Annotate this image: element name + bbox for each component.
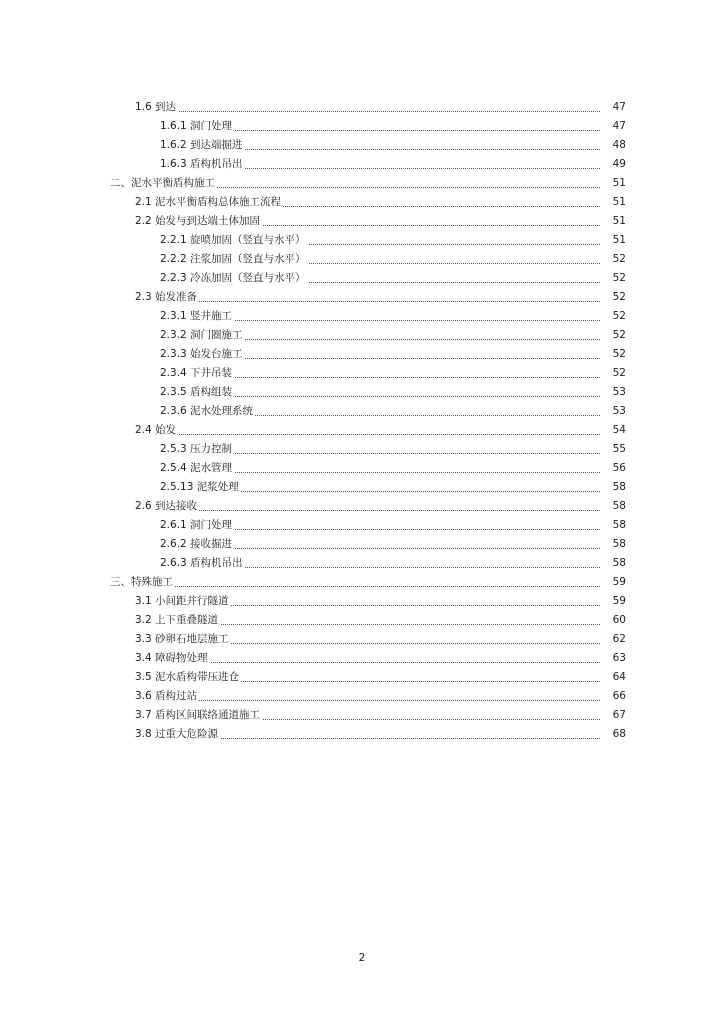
toc-entry[interactable] (160, 269, 724, 288)
toc-entry-page: 58 (600, 535, 626, 554)
toc-entry[interactable] (160, 117, 724, 136)
toc-entry[interactable] (160, 440, 724, 459)
toc-entry-page: 58 (600, 516, 626, 535)
toc-entry-title: 3.8 过重大危险源 (135, 725, 220, 744)
toc-entry-title: 2.3.4 下井吊装 (160, 364, 234, 383)
dot-leader (135, 700, 604, 701)
toc-entry-page: 52 (600, 269, 626, 288)
toc-entry-title: 3.4 障碍物处理 (135, 649, 210, 668)
dot-leader (135, 434, 604, 435)
toc-entry-title: 2.6 到达接收 (135, 497, 199, 516)
dot-leader (110, 586, 604, 587)
toc-entry[interactable] (135, 611, 724, 630)
toc-entry-title: 2.6.1 洞门处理 (160, 516, 234, 535)
toc-entry-page: 51 (600, 212, 626, 231)
toc-entry[interactable] (135, 649, 724, 668)
toc-entry-page: 52 (600, 364, 626, 383)
toc-entry-title: 1.6 到达 (135, 98, 178, 117)
toc-entry-page: 47 (600, 98, 626, 117)
toc-entry-title: 3.2 上下重叠隧道 (135, 611, 220, 630)
toc-entry[interactable] (135, 421, 724, 440)
toc-entry[interactable] (135, 288, 724, 307)
toc-entry-title: 3.7 盾构区间联络通道施工 (135, 706, 262, 725)
toc-entry-page: 66 (600, 687, 626, 706)
toc-entry[interactable] (160, 155, 724, 174)
toc-entry-title: 3.3 砂卵石地层施工 (135, 630, 231, 649)
toc-entry-page: 59 (600, 573, 626, 592)
toc-entry-page: 54 (600, 421, 626, 440)
toc-entry[interactable] (160, 478, 724, 497)
toc-entry-title: 2.1 泥水平衡盾构总体施工流程 (135, 193, 283, 212)
toc-entry-title: 2.5.4 泥水管理 (160, 459, 234, 478)
toc-entry[interactable] (160, 307, 724, 326)
toc-entry-title: 2.2 始发与到达端土体加固 (135, 212, 262, 231)
toc-entry-page: 63 (600, 649, 626, 668)
toc-entry-page: 52 (600, 288, 626, 307)
toc-entry[interactable] (160, 554, 724, 573)
toc-entry-page: 51 (600, 231, 626, 250)
toc-entry-page: 58 (600, 497, 626, 516)
toc-entry-page: 60 (600, 611, 626, 630)
toc-entry-title: 2.5.3 压力控制 (160, 440, 234, 459)
dot-leader (135, 111, 604, 112)
toc-entry[interactable] (135, 725, 724, 744)
toc-entry-title: 三、特殊施工 (110, 573, 175, 592)
toc-entry-title: 2.6.2 接收掘进 (160, 535, 234, 554)
toc-entry[interactable] (160, 516, 724, 535)
toc-entry[interactable] (160, 535, 724, 554)
toc-entry-page: 56 (600, 459, 626, 478)
toc-entry[interactable] (135, 687, 724, 706)
toc-entry-title: 2.2.3 冷冻加固（竖直与水平） (160, 269, 308, 288)
toc-entry[interactable] (135, 193, 724, 212)
toc-entry-page: 59 (600, 592, 626, 611)
toc-entry[interactable] (160, 402, 724, 421)
toc-entry-title: 2.4 始发 (135, 421, 178, 440)
toc-entry-page: 52 (600, 307, 626, 326)
toc-entry-page: 51 (600, 193, 626, 212)
toc-entry-page: 55 (600, 440, 626, 459)
toc-entry-title: 2.3 始发准备 (135, 288, 199, 307)
dot-leader (135, 510, 604, 511)
toc-entry-page: 67 (600, 706, 626, 725)
toc-entry-page: 53 (600, 383, 626, 402)
toc-entry-title: 2.3.1 竖井施工 (160, 307, 234, 326)
toc-entry-page: 52 (600, 326, 626, 345)
toc-entry-title: 1.6.2 到达端掘进 (160, 136, 245, 155)
toc-entry-page: 49 (600, 155, 626, 174)
toc-entry[interactable] (160, 345, 724, 364)
toc-entry-title: 二、泥水平衡盾构施工 (110, 174, 217, 193)
toc-entry-title: 2.3.3 始发台施工 (160, 345, 245, 364)
toc-entry[interactable] (135, 592, 724, 611)
toc-entry-title: 3.1 小间距并行隧道 (135, 592, 231, 611)
toc-entry[interactable] (135, 98, 724, 117)
toc-entry[interactable] (135, 668, 724, 687)
toc-entry-title: 3.6 盾构过站 (135, 687, 199, 706)
table-of-contents (0, 98, 724, 744)
toc-entry[interactable] (135, 630, 724, 649)
toc-entry-page: 52 (600, 345, 626, 364)
toc-entry[interactable] (160, 250, 724, 269)
toc-entry[interactable] (160, 136, 724, 155)
toc-entry-page: 47 (600, 117, 626, 136)
toc-entry-title: 1.6.3 盾构机吊出 (160, 155, 245, 174)
toc-entry-page: 62 (600, 630, 626, 649)
toc-entry-title: 1.6.1 洞门处理 (160, 117, 234, 136)
toc-entry-page: 48 (600, 136, 626, 155)
toc-entry[interactable] (135, 212, 724, 231)
toc-entry-page: 64 (600, 668, 626, 687)
toc-entry[interactable] (160, 364, 724, 383)
toc-entry-page: 58 (600, 554, 626, 573)
toc-entry[interactable] (160, 326, 724, 345)
page-number: 2 (358, 952, 366, 964)
toc-entry-page: 68 (600, 725, 626, 744)
toc-entry-page: 52 (600, 250, 626, 269)
dot-leader (135, 301, 604, 302)
toc-entry-title: 3.5 泥水盾构带压进仓 (135, 668, 241, 687)
toc-entry[interactable] (135, 497, 724, 516)
toc-entry-page: 58 (600, 478, 626, 497)
toc-entry[interactable] (160, 459, 724, 478)
toc-entry-page: 51 (600, 174, 626, 193)
toc-entry-title: 2.5.13 泥浆处理 (160, 478, 241, 497)
toc-entry-title: 2.3.6 泥水处理系统 (160, 402, 255, 421)
toc-entry[interactable] (110, 573, 724, 592)
toc-entry-title: 2.6.3 盾构机吊出 (160, 554, 245, 573)
toc-entry[interactable] (160, 383, 724, 402)
toc-entry-title: 2.2.2 注浆加固（竖直与水平） (160, 250, 308, 269)
toc-entry[interactable] (110, 174, 724, 193)
toc-entry-page: 53 (600, 402, 626, 421)
toc-entry[interactable] (160, 231, 724, 250)
toc-entry[interactable] (135, 706, 724, 725)
toc-entry-title: 2.3.2 洞门圈施工 (160, 326, 245, 345)
toc-entry-title: 2.2.1 旋喷加固（竖直与水平） (160, 231, 308, 250)
toc-entry-title: 2.3.5 盾构组装 (160, 383, 234, 402)
